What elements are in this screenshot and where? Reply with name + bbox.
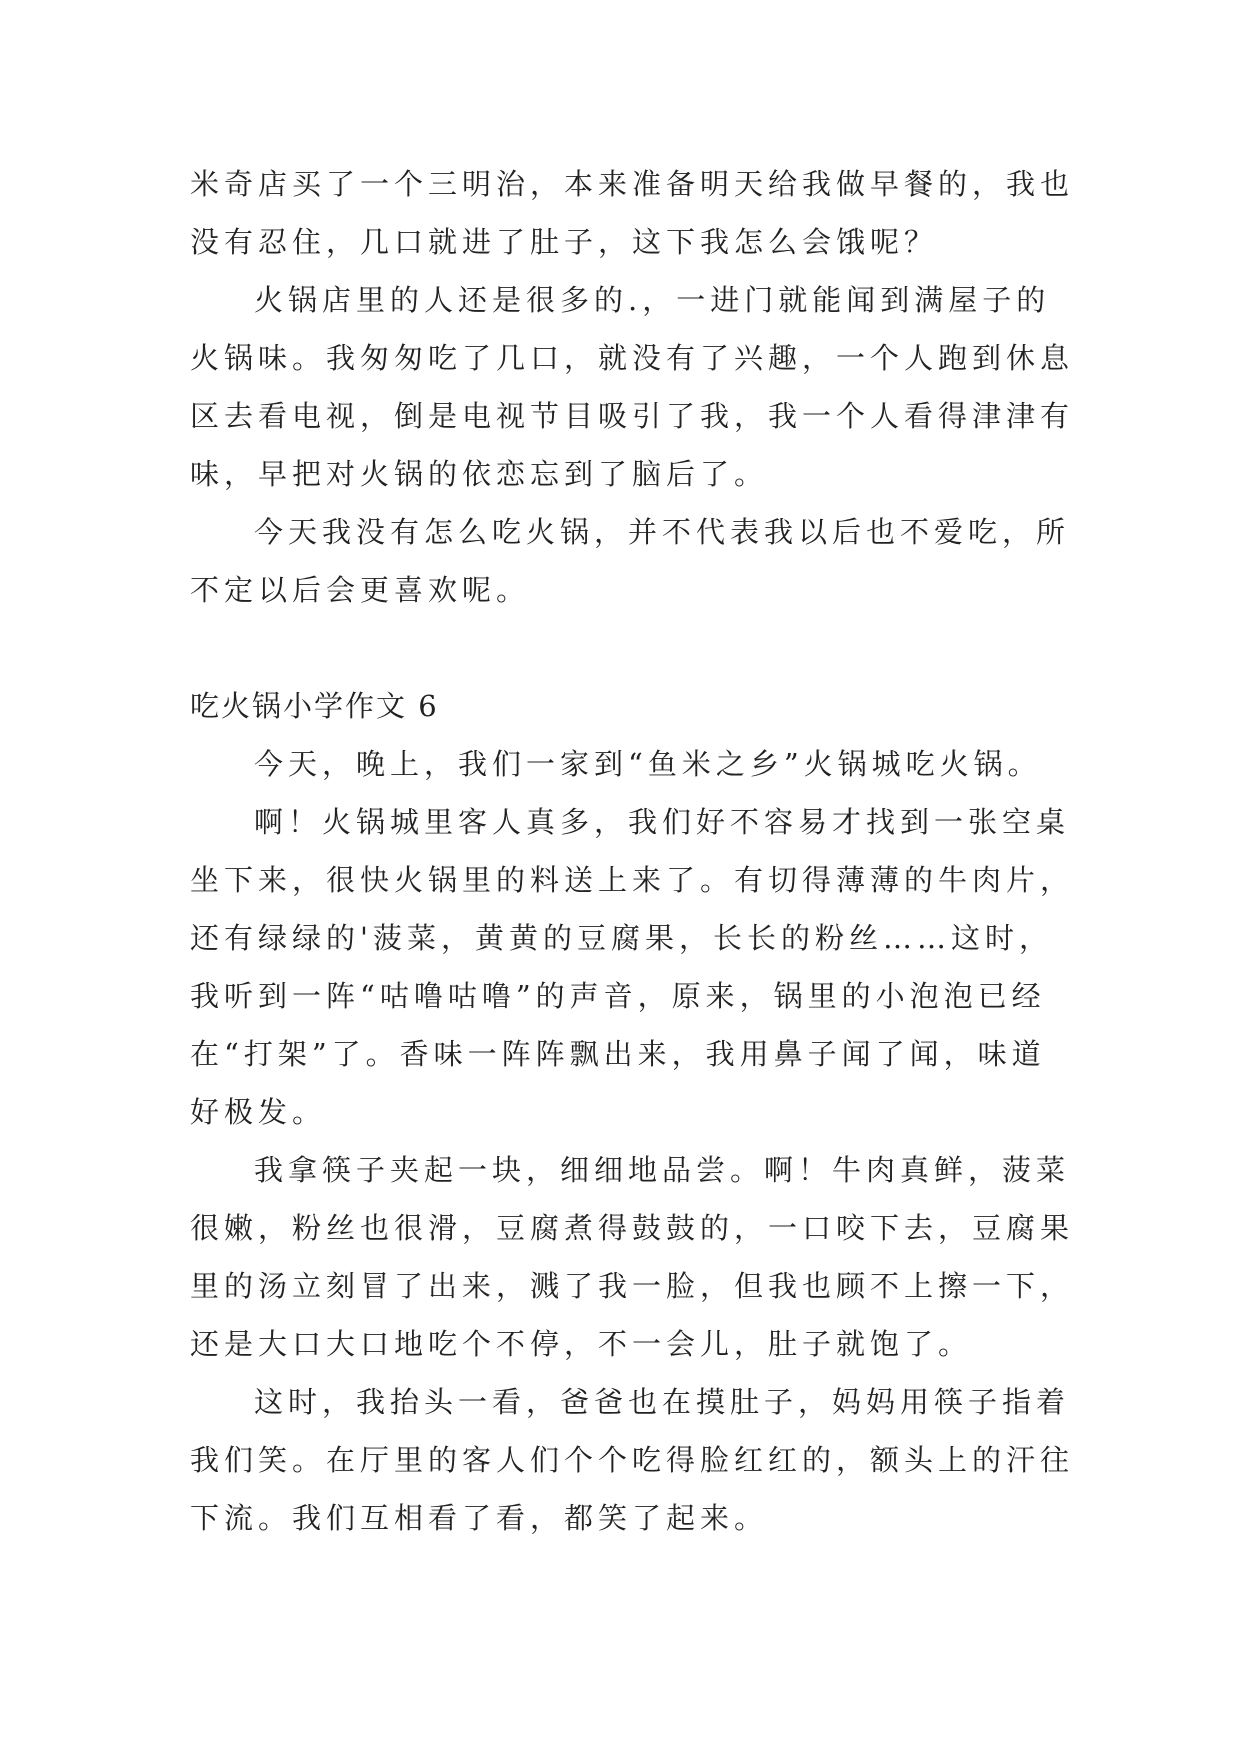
paragraph-line: 里的汤立刻冒了出来，溅了我一脸，但我也顾不上擦一下，: [190, 1269, 1075, 1303]
paragraph-line: 坐下来，很快火锅里的料送上来了。有切得薄薄的牛肉片，: [190, 863, 1075, 897]
section-title: 吃火锅小学作文 6: [190, 689, 439, 723]
paragraph-line: 还是大口大口地吃个不停，不一会儿，肚子就饱了。: [190, 1327, 973, 1361]
paragraph-line: 好极发。: [190, 1095, 327, 1129]
paragraph-line: 火锅店里的人还是很多的.，一进门就能闻到满屋子的: [254, 283, 1051, 317]
paragraph-line: 我们笑。在厅里的客人们个个吃得脸红红的，额头上的汗往: [190, 1443, 1075, 1477]
paragraph-line: 今天我没有怎么吃火锅，并不代表我以后也不爱吃，所: [254, 515, 1071, 549]
text-line: 米奇店买了一个三明治，本来准备明天给我做早餐的，我也: [190, 167, 1075, 201]
paragraph-line: 我拿筷子夹起一块，细细地品尝。啊！牛肉真鲜，菠菜: [254, 1153, 1071, 1187]
paragraph-line: 味，早把对火锅的依恋忘到了脑后了。: [190, 457, 769, 491]
paragraph-line: 这时，我抬头一看，爸爸也在摸肚子，妈妈用筷子指着: [254, 1385, 1071, 1419]
paragraph-line: 我听到一阵“咕噜咕噜”的声音，原来，锅里的小泡泡已经: [190, 979, 1046, 1013]
paragraph-line: 在“打架”了。香味一阵阵飘出来，我用鼻子闻了闻，味道: [190, 1037, 1046, 1071]
paragraph-line: 很嫩，粉丝也很滑，豆腐煮得鼓鼓的，一口咬下去，豆腐果: [190, 1211, 1075, 1245]
paragraph-line: 啊！火锅城里客人真多，我们好不容易才找到一张空桌: [254, 805, 1071, 839]
paragraph-line: 区去看电视，倒是电视节目吸引了我，我一个人看得津津有: [190, 399, 1075, 433]
paragraph-line: 不定以后会更喜欢呢。: [190, 573, 531, 607]
text-line: 没有忍住，几口就进了肚子，这下我怎么会饿呢？: [190, 225, 939, 259]
paragraph-line: 火锅味。我匆匆吃了几口，就没有了兴趣，一个人跑到休息: [190, 341, 1075, 375]
paragraph-line: 今天，晚上，我们一家到“鱼米之乡”火锅城吃火锅。: [254, 747, 1042, 781]
paragraph-line: 下流。我们互相看了看，都笑了起来。: [190, 1501, 769, 1535]
paragraph-line: 还有绿绿的'菠菜，黄黄的豆腐果，长长的粉丝……这时，: [190, 921, 1053, 955]
